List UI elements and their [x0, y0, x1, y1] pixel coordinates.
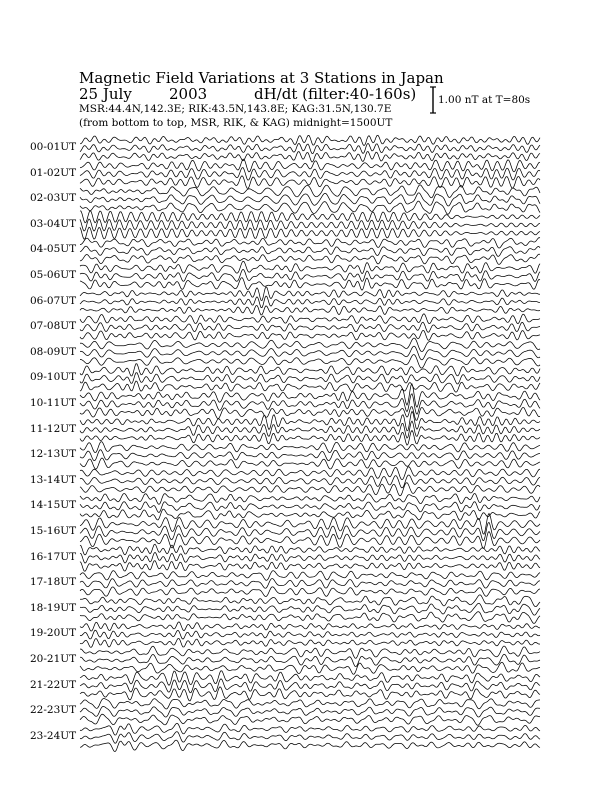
- hour-label: 12-13UT: [30, 448, 77, 461]
- waveform-trace: [80, 219, 540, 231]
- waveform-trace: [80, 561, 540, 572]
- hour-label: 16-17UT: [30, 550, 77, 563]
- waveform-trace: [80, 201, 540, 214]
- waveform-trace: [80, 330, 540, 340]
- waveform-trace: [80, 407, 540, 421]
- waveform-trace: [80, 671, 540, 686]
- waveform-trace: [80, 143, 540, 153]
- waveform-trace: [80, 442, 540, 453]
- hour-label: 23-24UT: [30, 729, 77, 742]
- waveform-trace: [80, 176, 540, 189]
- waveform-trace: [80, 475, 540, 488]
- station-coordinates: MSR:44.4N,142.3E; RIK:43.5N,143.8E; KAG:31.5N,130.7E: [79, 103, 392, 115]
- waveform-trace: [80, 646, 540, 658]
- hour-label: 02-03UT: [30, 192, 77, 205]
- hour-label: 18-19UT: [30, 601, 77, 614]
- waveform-trace: [80, 483, 540, 496]
- waveform-trace: [80, 278, 540, 291]
- waveform-trace: [80, 364, 540, 376]
- waveform-trace: [80, 595, 540, 607]
- hour-label: 13-14UT: [30, 473, 77, 486]
- waveform-trace: [80, 579, 540, 589]
- waveform-trace: [80, 552, 540, 563]
- waveform-trace: [80, 373, 540, 384]
- waveform-trace: [80, 168, 540, 181]
- waveform-trace: [80, 381, 540, 392]
- waveform-trace: [80, 338, 540, 352]
- waveform-trace: [80, 269, 540, 281]
- waveform-trace: [80, 384, 540, 407]
- waveform-trace: [80, 421, 540, 438]
- waveform-trace: [80, 450, 540, 461]
- waveform-trace: [80, 135, 540, 145]
- hour-label: 11-12UT: [30, 422, 77, 435]
- hour-label: 20-21UT: [30, 653, 77, 665]
- waveform-trace: [80, 152, 540, 163]
- waveform-trace: [80, 571, 540, 581]
- hour-label: 01-02UT: [30, 166, 77, 179]
- hour-label: 08-09UT: [30, 345, 77, 358]
- waveform-trace: [80, 662, 540, 674]
- waveform-trace: [80, 185, 540, 198]
- waveform-trace: [80, 467, 540, 480]
- waveform-trace: [80, 238, 540, 249]
- waveform-trace: [80, 544, 540, 555]
- waveform-trace: [80, 699, 540, 710]
- hour-label: 06-07UT: [30, 294, 77, 307]
- hour-label: 22-23UT: [30, 704, 77, 717]
- waveform-trace: [80, 430, 540, 445]
- hour-label: 17-18UT: [30, 576, 77, 589]
- chart-title: Magnetic Field Variations at 3 Stations in Japan: [79, 69, 444, 87]
- hour-label: 10-11UT: [30, 397, 77, 409]
- waveform-trace: [80, 494, 540, 505]
- date-day: 25 July: [79, 85, 132, 103]
- hour-label: 14-15UT: [30, 499, 77, 512]
- waveform-trace: [80, 296, 540, 308]
- waveform-trace: [80, 732, 540, 744]
- waveform-trace: [80, 603, 540, 615]
- waveform-trace: [80, 355, 540, 369]
- waveform-trace: [80, 622, 540, 631]
- waveform-trace: [80, 193, 540, 206]
- waveform-trace: [80, 509, 540, 520]
- hour-label: 04-05UT: [30, 243, 77, 256]
- waveform-trace: [80, 723, 540, 735]
- waveform-trace: [80, 714, 540, 725]
- waveform-trace: [80, 612, 540, 624]
- hour-label: 15-16UT: [30, 525, 77, 537]
- hour-label: 00-01UT: [30, 141, 77, 153]
- waveform-trace: [80, 254, 540, 264]
- component-filter: dH/dt (filter:40-160s): [254, 85, 417, 103]
- waveform-trace: [80, 159, 540, 172]
- waveform-trace: [80, 630, 540, 639]
- station-order-note: (from bottom to top, MSR, RIK, & KAG) midnight=1500UT: [79, 117, 393, 129]
- waveform-trace: [80, 314, 540, 324]
- waveform-trace: [80, 306, 540, 315]
- waveform-trace: [80, 502, 540, 513]
- waveform-trace: [80, 740, 540, 752]
- waveform-trace: [80, 211, 540, 223]
- hour-label: 21-22UT: [30, 678, 77, 691]
- date-year: 2003: [169, 85, 208, 103]
- waveform-trace: [80, 227, 540, 239]
- waveform-trace: [80, 458, 540, 469]
- hour-label: 19-20UT: [30, 627, 77, 640]
- waveform-trace: [80, 679, 540, 693]
- waveform-trace: [80, 287, 540, 301]
- hour-label: 07-08UT: [30, 320, 77, 333]
- hour-label: 03-04UT: [30, 217, 77, 230]
- hour-label: 05-06UT: [30, 269, 77, 281]
- waveform-trace: [80, 322, 540, 332]
- waveform-trace: [80, 639, 540, 648]
- waveform-trace: [80, 261, 540, 273]
- waveform-trace: [80, 706, 540, 717]
- waveform-trace: [80, 246, 540, 256]
- scale-bar-label: 1.00 nT at T=80s: [438, 94, 531, 106]
- waveform-trace: [80, 587, 540, 597]
- hour-label: 09-10UT: [30, 371, 77, 384]
